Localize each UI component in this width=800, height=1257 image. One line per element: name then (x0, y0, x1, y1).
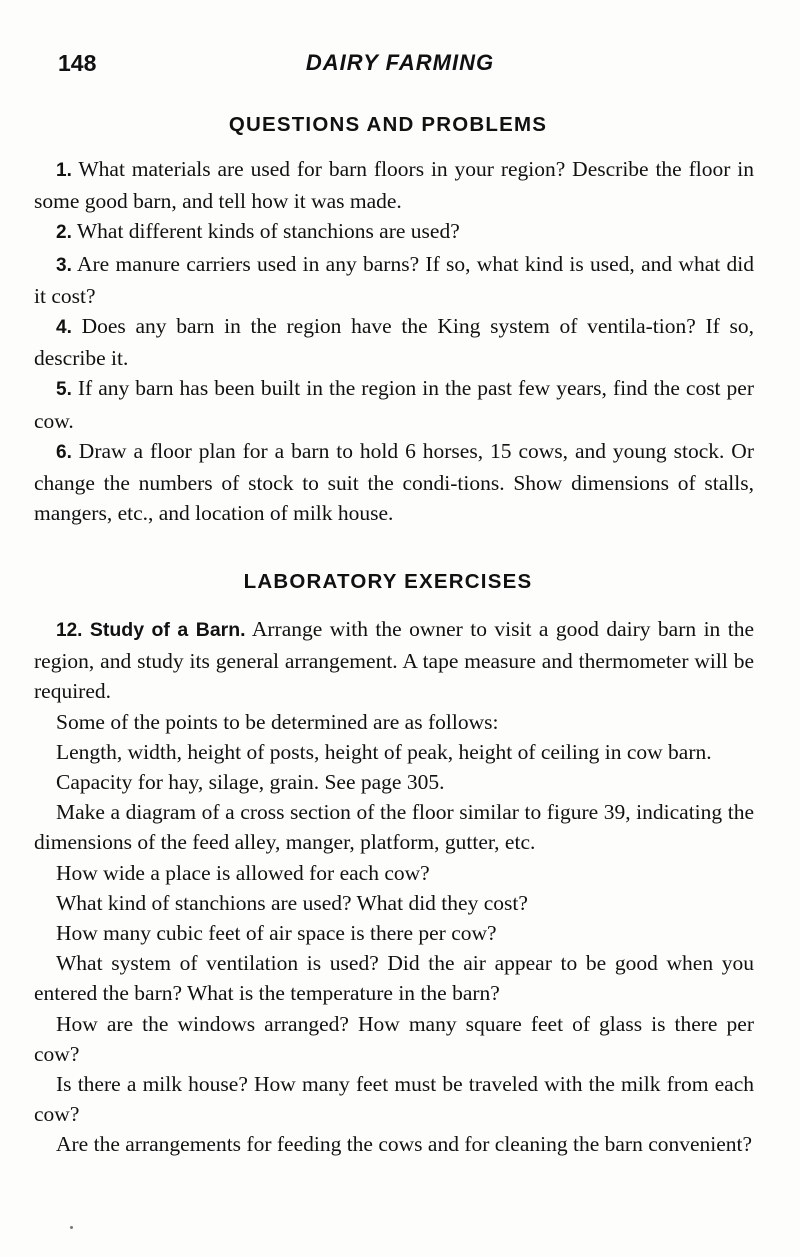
question-number: 3. (56, 254, 72, 276)
questions-list (34, 154, 754, 528)
question-text: What materials are used for barn floors in your region? Describe the floor in some good barn, and tell how it was made. (34, 157, 754, 214)
exercise-paragraph: Is there a milk house? How many feet must be traveled with the milk from each cow? (34, 1072, 754, 1127)
exercise-paragraph: Some of the points to be determined are as follows: (56, 709, 499, 734)
question-item (34, 249, 754, 311)
question-number: 5. (56, 379, 72, 401)
question-number: 4. (56, 317, 72, 339)
exercise-paragraph: How are the windows arranged? How many square feet of glass is there per cow? (34, 1011, 754, 1066)
question-number: 6. (56, 441, 72, 463)
exercise-paragraph: Are the arrangements for feeding the cows and for cleaning the barn convenient? (56, 1132, 753, 1157)
question-item (34, 216, 754, 248)
page-number: 148 (58, 50, 97, 76)
question-number: 1. (56, 160, 72, 181)
page-header (58, 50, 742, 80)
question-item (34, 311, 754, 373)
question-text: Draw a floor plan for a barn to hold 6 horses, 15 cows, and young stock. Or change the numbers of stock to suit the condi-tions. Show dimensions of stalls, mangers, etc., and location of milk house. (34, 438, 754, 526)
exercise-paragraph: Capacity for hay, silage, grain. See page 305. (56, 770, 445, 795)
exercise-paragraph: How many cubic feet of air space is there per cow? (56, 921, 497, 946)
question-item (34, 154, 754, 216)
exercise-paragraph: What system of ventilation is used? Did the air appear to be good when you entered the barn? What is the temperature in the barn? (34, 951, 754, 1006)
question-text: What different kinds of stanchions are used? (76, 219, 460, 244)
exercise-paragraph: Length, width, height of posts, height of peak, height of ceiling in cow barn. (56, 739, 712, 764)
laboratory-exercises (34, 614, 754, 1160)
exercise-number: 12. (56, 620, 83, 641)
question-text: If any barn has been built in the region in the past few years, find the cost per cow. (34, 376, 755, 433)
laboratory-heading: LABORATORY EXERCISES (243, 570, 533, 593)
exercise-paragraph: How wide a place is allowed for each cow? (56, 860, 430, 885)
question-text: Are manure carriers used in any barns? If so, what kind is used, and what did it cost? (34, 251, 754, 308)
exercise-intro-text: Arrange with the owner to visit a good dairy barn in the region, and study its general arrangement. A tape measure and thermometer will be required. (34, 617, 755, 704)
question-number: 2. (56, 222, 72, 244)
exercise-paragraph: Make a diagram of a cross section of the floor similar to figure 39, indicating the dimensions of the feed alley, manger, platform, gutter, etc. (34, 800, 754, 855)
question-item (34, 436, 754, 529)
exercise-intro (34, 614, 754, 707)
print-speck (70, 1226, 73, 1229)
exercise-paragraph: What kind of stanchions are used? What did they cost? (56, 890, 528, 915)
exercise-title: Study of a Barn. (89, 619, 246, 641)
questions-heading: QUESTIONS AND PROBLEMS (228, 113, 548, 136)
question-text: Does any barn in the region have the King system of ventila-tion? If so, describe it. (34, 314, 754, 371)
running-title: DAIRY FARMING (305, 50, 495, 75)
question-item (34, 373, 754, 435)
